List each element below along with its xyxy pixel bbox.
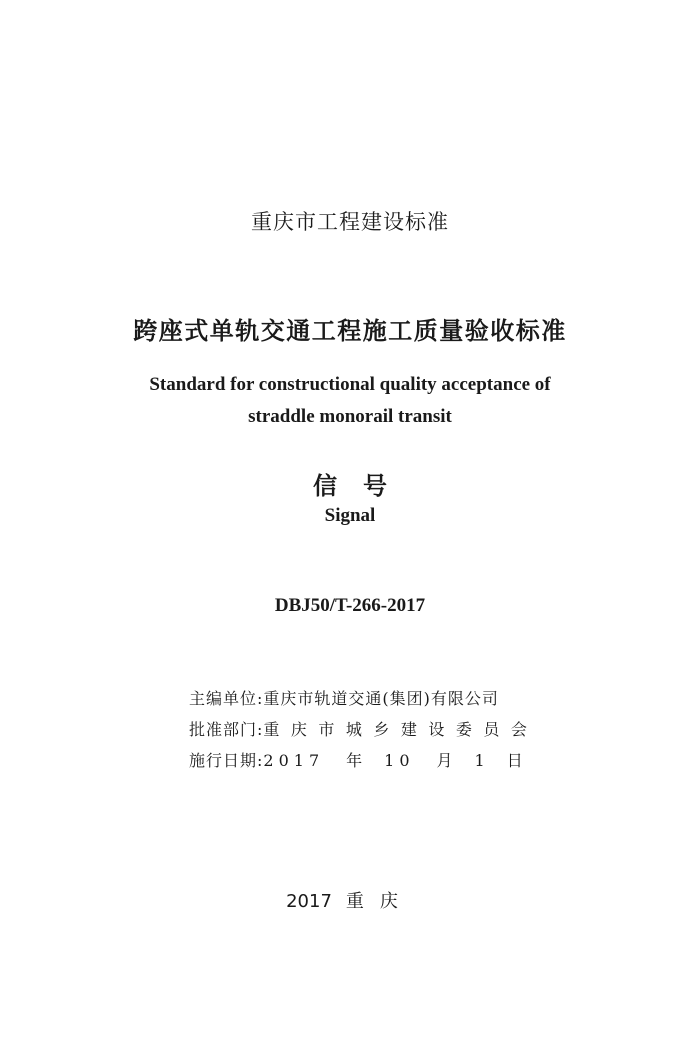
effective-date-day: 1: [474, 751, 485, 770]
chief-editor-row: [189, 686, 499, 709]
effective-date-month: 10: [384, 751, 415, 770]
approver-row: [189, 717, 538, 740]
standard-code: DBJ50/T-266-2017: [274, 595, 426, 616]
effective-date-row: [189, 748, 523, 771]
effective-date-year-unit: 年: [346, 751, 363, 770]
chief-editor-label: 主编单位:: [189, 689, 264, 708]
chief-editor-value: 重庆市轨道交通(集团)有限公司: [263, 689, 499, 708]
approver-value: 重庆市城乡建设委员会: [263, 720, 539, 739]
publication-year: 2017: [286, 891, 332, 912]
part-title-chinese: 信号: [313, 472, 413, 500]
effective-date-day-unit: 日: [506, 751, 523, 770]
title-english-line-1: Standard for constructional quality acceptance of: [149, 374, 551, 395]
standard-series: 重庆市工程建设标准: [251, 210, 449, 234]
effective-date-month-unit: 月: [436, 751, 453, 770]
part-title-english: Signal: [324, 505, 376, 526]
approver-label: 批准部门:: [189, 720, 264, 739]
title-chinese: 跨座式单轨交通工程施工质量验收标准: [133, 317, 567, 345]
title-english-line-2: straddle monorail transit: [248, 406, 452, 427]
effective-date-label: 施行日期:: [189, 751, 264, 770]
publication-footer: [0, 887, 700, 913]
publication-city: 重庆: [345, 891, 414, 912]
effective-date-year: 2017: [263, 751, 325, 770]
